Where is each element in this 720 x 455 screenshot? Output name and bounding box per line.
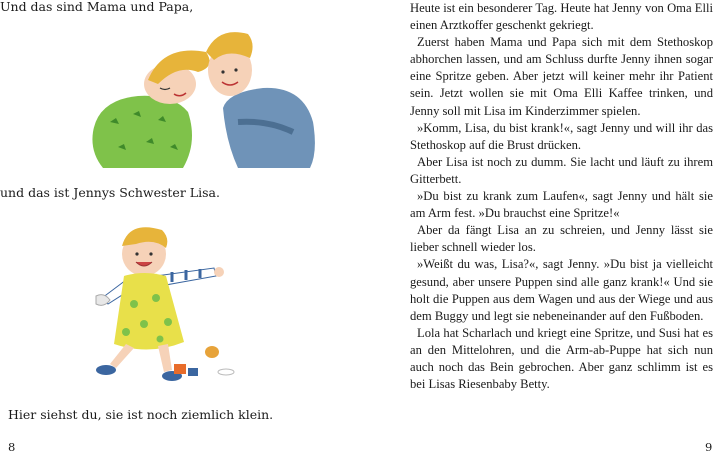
right-page bbox=[360, 0, 720, 455]
paragraph-1: Heute ist ein besonderer Tag. Heute hat Jenny von Oma Elli einen Arztkoffer geschenkt gekriegt. bbox=[410, 1, 713, 33]
paragraph-6: Aber da fängt Lisa an zu schreien, und Jenny lässt sie lieber schnell wieder los. bbox=[410, 223, 713, 255]
page-number-right: 9 bbox=[705, 440, 713, 454]
paragraph-7: »Weißt du was, Lisa?«, sagt Jenny. »Du bist ja vielleicht gesund, aber unsere Puppen sind alle ganz krank!« Und sie holt die Puppen aus dem Wagen und aus der Wiege und aus dem Buggy und legt sie nebeneinander auf den Fußboden. bbox=[410, 257, 713, 323]
caption-lisa-small: Hier siehst du, sie ist noch ziemlich klein. bbox=[8, 407, 274, 422]
paragraph-4: Aber Lisa ist noch zu dumm. Sie lacht und läuft zu ihrem Gitterbett. bbox=[410, 154, 713, 186]
illustration-mama-papa bbox=[88, 22, 318, 172]
caption-mama-papa: Und das sind Mama und Papa, bbox=[0, 0, 194, 14]
paragraph-3: »Komm, Lisa, du bist krank!«, sagt Jenny und will ihr das Stethoskop auf die Brust drücken. bbox=[410, 120, 713, 152]
story-text bbox=[410, 0, 713, 393]
caption-lisa: und das ist Jennys Schwester Lisa. bbox=[0, 185, 220, 200]
page-number-left: 8 bbox=[8, 440, 16, 454]
illustration-lisa bbox=[74, 224, 244, 394]
paragraph-2: Zuerst haben Mama und Papa sich mit dem Stethoskop abhorchen lassen, und am Schluss durfte Jenny ihnen sogar eine Spritze geben. Aber jetzt will keiner mehr ihr Patient sein. Jetzt wollen sie mit Oma Elli Kaffee trinken, und Jenny soll mit Lisa im Kinderzimmer spielen. bbox=[410, 35, 713, 118]
paragraph-8: Lola hat Scharlach und kriegt eine Spritze, und Susi hat es an den Mittelohren, und die Arm-ab-Puppe hat sich nun auch noch das Bein gebrochen. Aber ganz schlimm ist es bei Lisas Riesenbaby Betty. bbox=[410, 325, 713, 392]
paragraph-5: »Du bist zu krank zum Laufen«, sagt Jenny und hält sie am Arm fest. »Du brauchst eine Spritze!« bbox=[410, 189, 713, 221]
